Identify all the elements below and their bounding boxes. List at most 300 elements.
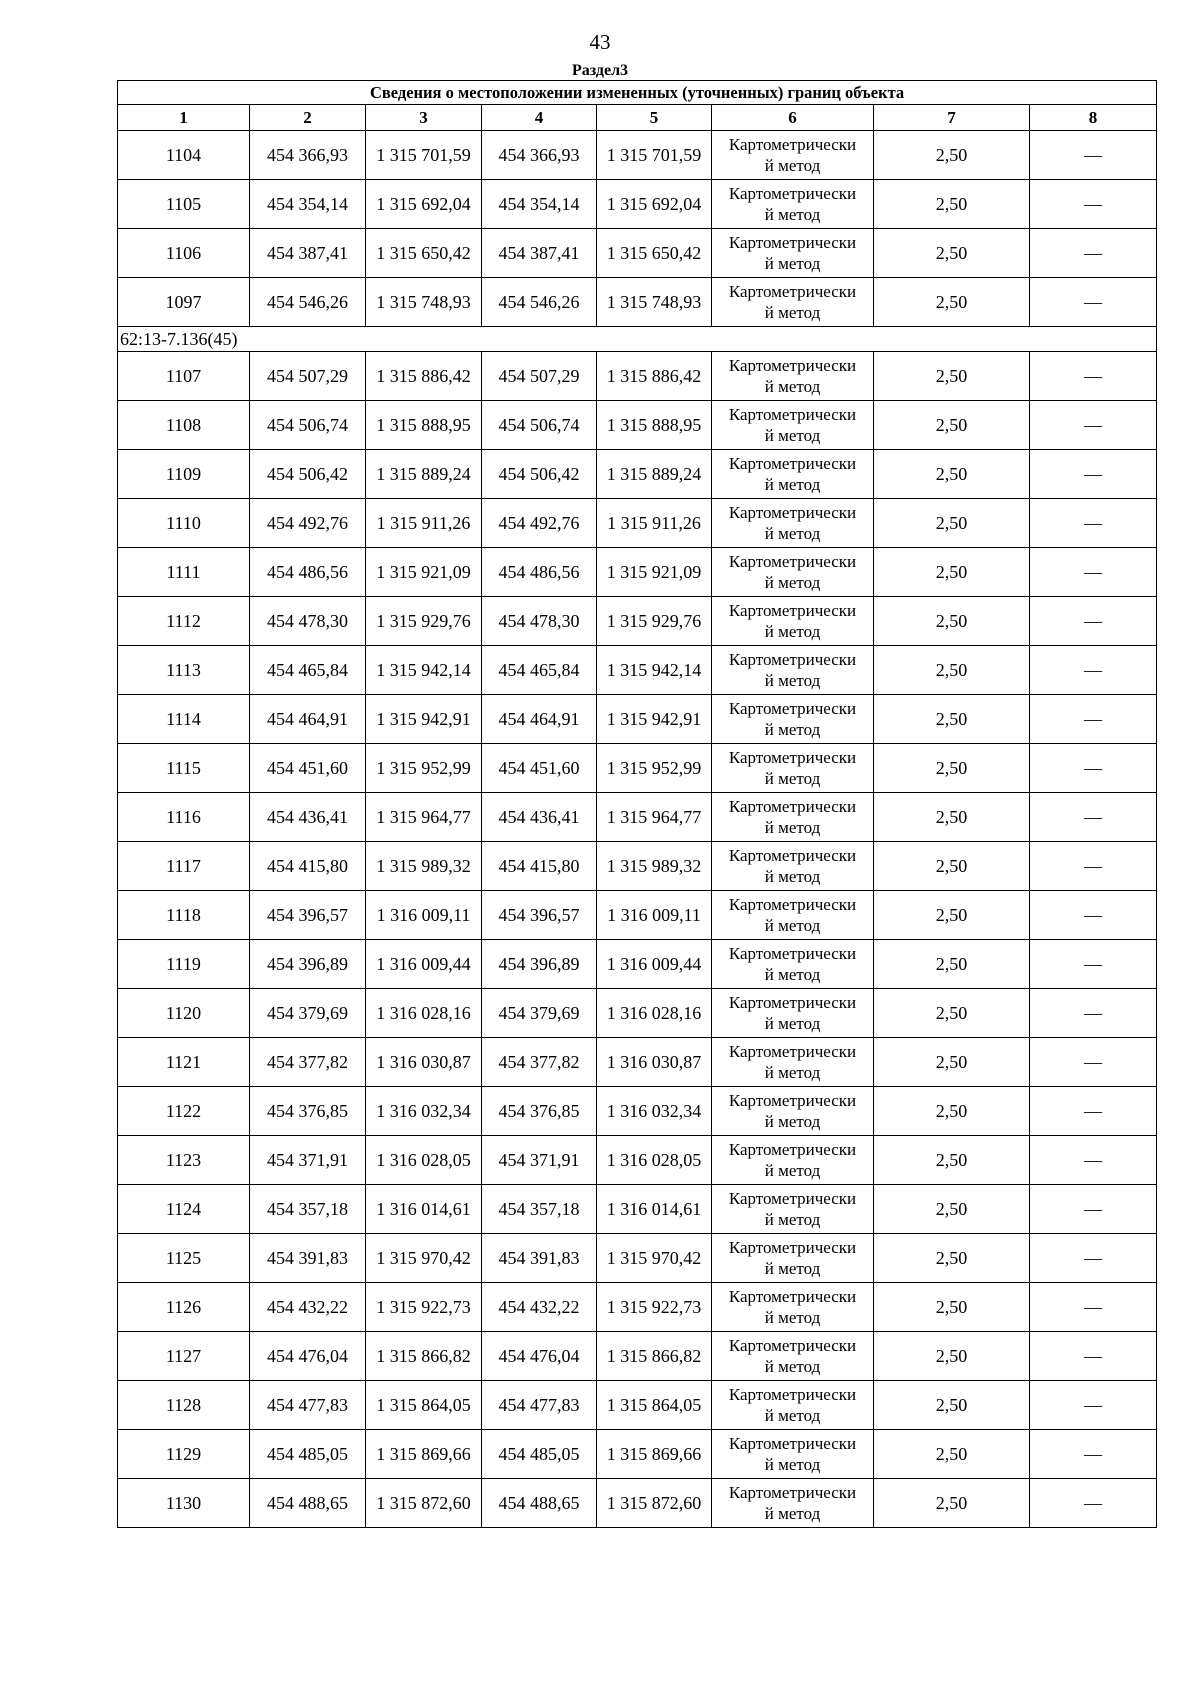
point-number-cell: 1113 xyxy=(118,646,250,695)
accuracy-cell: 2,50 xyxy=(874,842,1030,891)
y-new-cell: 1 315 869,66 xyxy=(597,1430,712,1479)
y-new-cell: 1 315 701,59 xyxy=(597,131,712,180)
accuracy-cell: 2,50 xyxy=(874,891,1030,940)
point-number-cell: 1109 xyxy=(118,450,250,499)
description-cell: — xyxy=(1030,180,1157,229)
y-old-cell: 1 315 964,77 xyxy=(366,793,482,842)
point-number-cell: 1110 xyxy=(118,499,250,548)
method-text-line: Картометрически xyxy=(728,552,857,571)
method-text-line: Картометрически xyxy=(728,944,857,963)
y-new-cell: 1 315 748,93 xyxy=(597,278,712,327)
description-cell: — xyxy=(1030,1087,1157,1136)
method-cell xyxy=(712,1479,874,1528)
y-new-cell: 1 315 952,99 xyxy=(597,744,712,793)
point-number-cell: 1097 xyxy=(118,278,250,327)
table-row xyxy=(118,548,1157,597)
table-header-row xyxy=(118,105,1157,131)
point-number-cell: 1125 xyxy=(118,1234,250,1283)
point-number-cell: 1111 xyxy=(118,548,250,597)
y-new-cell: 1 315 964,77 xyxy=(597,793,712,842)
x-new-cell: 454 396,57 xyxy=(482,891,597,940)
x-new-cell: 454 507,29 xyxy=(482,352,597,401)
description-cell: — xyxy=(1030,1185,1157,1234)
description-cell: — xyxy=(1030,695,1157,744)
accuracy-cell: 2,50 xyxy=(874,1479,1030,1528)
x-new-cell: 454 485,05 xyxy=(482,1430,597,1479)
y-old-cell: 1 315 872,60 xyxy=(366,1479,482,1528)
method-cell xyxy=(712,1136,874,1185)
method-text-line: й метод xyxy=(764,1063,821,1082)
table-row xyxy=(118,1038,1157,1087)
point-number-cell: 1117 xyxy=(118,842,250,891)
y-old-cell: 1 316 014,61 xyxy=(366,1185,482,1234)
point-number-cell: 1119 xyxy=(118,940,250,989)
y-new-cell: 1 315 889,24 xyxy=(597,450,712,499)
method-cell xyxy=(712,1332,874,1381)
column-header: 3 xyxy=(366,105,482,131)
method-text-line: й метод xyxy=(764,818,821,837)
table-row xyxy=(118,1479,1157,1528)
accuracy-cell: 2,50 xyxy=(874,401,1030,450)
method-cell xyxy=(712,793,874,842)
table-row xyxy=(118,180,1157,229)
x-new-cell: 454 377,82 xyxy=(482,1038,597,1087)
accuracy-cell: 2,50 xyxy=(874,450,1030,499)
method-cell xyxy=(712,1038,874,1087)
method-text-line: й метод xyxy=(764,205,821,224)
table-body xyxy=(118,131,1157,1528)
description-cell: — xyxy=(1030,1234,1157,1283)
table-row xyxy=(118,793,1157,842)
table-row xyxy=(118,646,1157,695)
method-text-line: й метод xyxy=(764,573,821,592)
y-old-cell: 1 315 989,32 xyxy=(366,842,482,891)
method-cell xyxy=(712,940,874,989)
x-old-cell: 454 476,04 xyxy=(250,1332,366,1381)
method-text-line: Картометрически xyxy=(728,1483,857,1502)
y-old-cell: 1 316 009,11 xyxy=(366,891,482,940)
table-row xyxy=(118,1430,1157,1479)
x-new-cell: 454 391,83 xyxy=(482,1234,597,1283)
point-number-cell: 1126 xyxy=(118,1283,250,1332)
description-cell: — xyxy=(1030,1038,1157,1087)
y-new-cell: 1 315 872,60 xyxy=(597,1479,712,1528)
method-text-line: Картометрически xyxy=(728,1287,857,1306)
method-cell xyxy=(712,1381,874,1430)
x-new-cell: 454 357,18 xyxy=(482,1185,597,1234)
method-text-line: Картометрически xyxy=(728,1336,857,1355)
x-old-cell: 454 477,83 xyxy=(250,1381,366,1430)
table-caption-row xyxy=(118,81,1157,105)
x-new-cell: 454 488,65 xyxy=(482,1479,597,1528)
method-text-line: Картометрически xyxy=(728,993,857,1012)
y-old-cell: 1 315 952,99 xyxy=(366,744,482,793)
x-new-cell: 454 371,91 xyxy=(482,1136,597,1185)
point-number-cell: 1116 xyxy=(118,793,250,842)
point-number-cell: 1104 xyxy=(118,131,250,180)
accuracy-cell: 2,50 xyxy=(874,940,1030,989)
method-text-line: Картометрически xyxy=(728,184,857,203)
y-old-cell: 1 316 009,44 xyxy=(366,940,482,989)
y-new-cell: 1 315 650,42 xyxy=(597,229,712,278)
method-cell xyxy=(712,229,874,278)
point-number-cell: 1115 xyxy=(118,744,250,793)
method-text-line: Картометрически xyxy=(728,699,857,718)
x-old-cell: 454 432,22 xyxy=(250,1283,366,1332)
method-text-line: Картометрически xyxy=(728,135,857,154)
method-text-line: Картометрически xyxy=(728,1140,857,1159)
accuracy-cell: 2,50 xyxy=(874,499,1030,548)
description-cell: — xyxy=(1030,1381,1157,1430)
y-new-cell: 1 316 009,44 xyxy=(597,940,712,989)
accuracy-cell: 2,50 xyxy=(874,1136,1030,1185)
column-header: 7 xyxy=(874,105,1030,131)
point-number-cell: 1106 xyxy=(118,229,250,278)
y-new-cell: 1 316 028,05 xyxy=(597,1136,712,1185)
y-new-cell: 1 316 014,61 xyxy=(597,1185,712,1234)
x-new-cell: 454 432,22 xyxy=(482,1283,597,1332)
y-new-cell: 1 315 692,04 xyxy=(597,180,712,229)
accuracy-cell: 2,50 xyxy=(874,597,1030,646)
description-cell: — xyxy=(1030,499,1157,548)
y-old-cell: 1 315 970,42 xyxy=(366,1234,482,1283)
description-cell: — xyxy=(1030,1332,1157,1381)
method-text-line: й метод xyxy=(764,303,821,322)
method-text-line: й метод xyxy=(764,1014,821,1033)
x-old-cell: 454 488,65 xyxy=(250,1479,366,1528)
point-number-cell: 1114 xyxy=(118,695,250,744)
table-row xyxy=(118,695,1157,744)
method-text-line: Картометрически xyxy=(728,233,857,252)
x-old-cell: 454 376,85 xyxy=(250,1087,366,1136)
y-old-cell: 1 316 032,34 xyxy=(366,1087,482,1136)
method-text-line: й метод xyxy=(764,1259,821,1278)
x-old-cell: 454 415,80 xyxy=(250,842,366,891)
method-text-line: й метод xyxy=(764,524,821,543)
point-number-cell: 1118 xyxy=(118,891,250,940)
point-number-cell: 1128 xyxy=(118,1381,250,1430)
table-row xyxy=(118,989,1157,1038)
method-cell xyxy=(712,1087,874,1136)
table-row xyxy=(118,1234,1157,1283)
method-text-line: й метод xyxy=(764,1210,821,1229)
accuracy-cell: 2,50 xyxy=(874,548,1030,597)
method-text-line: й метод xyxy=(764,671,821,690)
description-cell: — xyxy=(1030,940,1157,989)
accuracy-cell: 2,50 xyxy=(874,229,1030,278)
method-text-line: й метод xyxy=(764,1357,821,1376)
method-text-line: й метод xyxy=(764,1308,821,1327)
method-cell xyxy=(712,1283,874,1332)
point-number-cell: 1130 xyxy=(118,1479,250,1528)
accuracy-cell: 2,50 xyxy=(874,793,1030,842)
x-old-cell: 454 465,84 xyxy=(250,646,366,695)
x-new-cell: 454 465,84 xyxy=(482,646,597,695)
table-row xyxy=(118,891,1157,940)
x-old-cell: 454 371,91 xyxy=(250,1136,366,1185)
description-cell: — xyxy=(1030,278,1157,327)
method-cell xyxy=(712,499,874,548)
method-text-line: Картометрически xyxy=(728,601,857,620)
x-new-cell: 454 436,41 xyxy=(482,793,597,842)
table-group-row xyxy=(118,327,1157,352)
accuracy-cell: 2,50 xyxy=(874,989,1030,1038)
y-old-cell: 1 315 911,26 xyxy=(366,499,482,548)
point-number-cell: 1122 xyxy=(118,1087,250,1136)
table-row xyxy=(118,1332,1157,1381)
method-text-line: й метод xyxy=(764,622,821,641)
y-new-cell: 1 315 886,42 xyxy=(597,352,712,401)
y-old-cell: 1 315 929,76 xyxy=(366,597,482,646)
method-text-line: Картометрически xyxy=(728,405,857,424)
method-cell xyxy=(712,989,874,1038)
y-new-cell: 1 315 942,91 xyxy=(597,695,712,744)
table-row xyxy=(118,229,1157,278)
method-text-line: Картометрически xyxy=(728,797,857,816)
method-cell xyxy=(712,1430,874,1479)
coordinates-table xyxy=(117,80,1157,1528)
page-number: 43 xyxy=(589,30,611,54)
y-old-cell: 1 315 886,42 xyxy=(366,352,482,401)
x-new-cell: 454 379,69 xyxy=(482,989,597,1038)
accuracy-cell: 2,50 xyxy=(874,1332,1030,1381)
y-new-cell: 1 315 864,05 xyxy=(597,1381,712,1430)
x-old-cell: 454 436,41 xyxy=(250,793,366,842)
description-cell: — xyxy=(1030,793,1157,842)
method-text-line: й метод xyxy=(764,1455,821,1474)
point-number-cell: 1112 xyxy=(118,597,250,646)
method-text-line: й метод xyxy=(764,867,821,886)
method-cell xyxy=(712,1185,874,1234)
description-cell: — xyxy=(1030,352,1157,401)
x-new-cell: 454 451,60 xyxy=(482,744,597,793)
accuracy-cell: 2,50 xyxy=(874,1283,1030,1332)
method-cell xyxy=(712,597,874,646)
method-cell xyxy=(712,131,874,180)
x-new-cell: 454 354,14 xyxy=(482,180,597,229)
x-new-cell: 454 546,26 xyxy=(482,278,597,327)
description-cell: — xyxy=(1030,450,1157,499)
x-old-cell: 454 396,89 xyxy=(250,940,366,989)
description-cell: — xyxy=(1030,891,1157,940)
table-row xyxy=(118,1136,1157,1185)
method-text-line: Картометрически xyxy=(728,503,857,522)
y-new-cell: 1 315 888,95 xyxy=(597,401,712,450)
x-old-cell: 454 357,18 xyxy=(250,1185,366,1234)
y-old-cell: 1 315 888,95 xyxy=(366,401,482,450)
method-text-line: й метод xyxy=(764,916,821,935)
method-text-line: й метод xyxy=(764,377,821,396)
y-old-cell: 1 315 866,82 xyxy=(366,1332,482,1381)
x-old-cell: 454 485,05 xyxy=(250,1430,366,1479)
method-text-line: Картометрически xyxy=(728,895,857,914)
x-new-cell: 454 506,74 xyxy=(482,401,597,450)
x-new-cell: 454 478,30 xyxy=(482,597,597,646)
x-old-cell: 454 464,91 xyxy=(250,695,366,744)
y-old-cell: 1 316 028,05 xyxy=(366,1136,482,1185)
y-new-cell: 1 315 921,09 xyxy=(597,548,712,597)
point-number-cell: 1105 xyxy=(118,180,250,229)
accuracy-cell: 2,50 xyxy=(874,278,1030,327)
x-old-cell: 454 506,74 xyxy=(250,401,366,450)
point-number-cell: 1129 xyxy=(118,1430,250,1479)
y-old-cell: 1 315 869,66 xyxy=(366,1430,482,1479)
x-old-cell: 454 387,41 xyxy=(250,229,366,278)
x-old-cell: 454 486,56 xyxy=(250,548,366,597)
x-new-cell: 454 477,83 xyxy=(482,1381,597,1430)
method-text-line: Картометрически xyxy=(728,1434,857,1453)
table-row xyxy=(118,450,1157,499)
y-new-cell: 1 316 009,11 xyxy=(597,891,712,940)
y-old-cell: 1 315 748,93 xyxy=(366,278,482,327)
description-cell: — xyxy=(1030,548,1157,597)
method-text-line: й метод xyxy=(764,1112,821,1131)
y-new-cell: 1 315 929,76 xyxy=(597,597,712,646)
x-old-cell: 454 366,93 xyxy=(250,131,366,180)
x-new-cell: 454 376,85 xyxy=(482,1087,597,1136)
x-old-cell: 454 396,57 xyxy=(250,891,366,940)
description-cell: — xyxy=(1030,989,1157,1038)
accuracy-cell: 2,50 xyxy=(874,352,1030,401)
method-text-line: й метод xyxy=(764,965,821,984)
point-number-cell: 1108 xyxy=(118,401,250,450)
column-header: 5 xyxy=(597,105,712,131)
y-old-cell: 1 315 922,73 xyxy=(366,1283,482,1332)
y-old-cell: 1 315 650,42 xyxy=(366,229,482,278)
point-number-cell: 1123 xyxy=(118,1136,250,1185)
method-text-line: Картометрически xyxy=(728,1189,857,1208)
description-cell: — xyxy=(1030,744,1157,793)
method-text-line: Картометрически xyxy=(728,1091,857,1110)
y-new-cell: 1 315 922,73 xyxy=(597,1283,712,1332)
method-cell xyxy=(712,1234,874,1283)
y-old-cell: 1 315 864,05 xyxy=(366,1381,482,1430)
table-row xyxy=(118,278,1157,327)
method-cell xyxy=(712,646,874,695)
method-cell xyxy=(712,278,874,327)
y-old-cell: 1 315 889,24 xyxy=(366,450,482,499)
table-row xyxy=(118,597,1157,646)
method-text-line: й метод xyxy=(764,426,821,445)
method-text-line: Картометрически xyxy=(728,1238,857,1257)
y-new-cell: 1 316 032,34 xyxy=(597,1087,712,1136)
x-old-cell: 454 506,42 xyxy=(250,450,366,499)
y-new-cell: 1 316 030,87 xyxy=(597,1038,712,1087)
method-text-line: Картометрически xyxy=(728,454,857,473)
method-text-line: Картометрически xyxy=(728,1385,857,1404)
accuracy-cell: 2,50 xyxy=(874,180,1030,229)
description-cell: — xyxy=(1030,842,1157,891)
y-old-cell: 1 315 942,91 xyxy=(366,695,482,744)
y-old-cell: 1 315 692,04 xyxy=(366,180,482,229)
method-cell xyxy=(712,842,874,891)
accuracy-cell: 2,50 xyxy=(874,1038,1030,1087)
x-new-cell: 454 486,56 xyxy=(482,548,597,597)
x-new-cell: 454 387,41 xyxy=(482,229,597,278)
table-row xyxy=(118,131,1157,180)
accuracy-cell: 2,50 xyxy=(874,1381,1030,1430)
method-text-line: й метод xyxy=(764,1406,821,1425)
x-old-cell: 454 451,60 xyxy=(250,744,366,793)
section-label: Раздел3 xyxy=(571,62,629,79)
point-number-cell: 1127 xyxy=(118,1332,250,1381)
table-row xyxy=(118,1381,1157,1430)
accuracy-cell: 2,50 xyxy=(874,744,1030,793)
method-cell xyxy=(712,450,874,499)
method-cell xyxy=(712,180,874,229)
description-cell: — xyxy=(1030,229,1157,278)
method-text-line: й метод xyxy=(764,156,821,175)
method-text-line: й метод xyxy=(764,720,821,739)
method-text-line: Картометрически xyxy=(728,650,857,669)
x-old-cell: 454 391,83 xyxy=(250,1234,366,1283)
accuracy-cell: 2,50 xyxy=(874,1185,1030,1234)
method-text-line: й метод xyxy=(764,475,821,494)
point-number-cell: 1121 xyxy=(118,1038,250,1087)
column-header: 1 xyxy=(118,105,250,131)
table-row xyxy=(118,352,1157,401)
x-old-cell: 454 492,76 xyxy=(250,499,366,548)
x-old-cell: 454 546,26 xyxy=(250,278,366,327)
method-cell xyxy=(712,401,874,450)
accuracy-cell: 2,50 xyxy=(874,1234,1030,1283)
description-cell: — xyxy=(1030,1136,1157,1185)
table-row xyxy=(118,744,1157,793)
column-header: 6 xyxy=(712,105,874,131)
x-new-cell: 454 464,91 xyxy=(482,695,597,744)
method-text-line: Картометрически xyxy=(728,282,857,301)
table-row xyxy=(118,1185,1157,1234)
group-label: 62:13-7.136(45) xyxy=(118,327,1157,352)
accuracy-cell: 2,50 xyxy=(874,1430,1030,1479)
description-cell: — xyxy=(1030,1283,1157,1332)
method-text-line: Картометрически xyxy=(728,748,857,767)
x-new-cell: 454 396,89 xyxy=(482,940,597,989)
method-text-line: й метод xyxy=(764,1504,821,1523)
method-text-line: й метод xyxy=(764,769,821,788)
x-new-cell: 454 366,93 xyxy=(482,131,597,180)
table-row xyxy=(118,499,1157,548)
point-number-cell: 1107 xyxy=(118,352,250,401)
y-old-cell: 1 315 942,14 xyxy=(366,646,482,695)
x-old-cell: 454 379,69 xyxy=(250,989,366,1038)
column-header: 8 xyxy=(1030,105,1157,131)
description-cell: — xyxy=(1030,646,1157,695)
method-text-line: й метод xyxy=(764,254,821,273)
x-old-cell: 454 377,82 xyxy=(250,1038,366,1087)
y-new-cell: 1 315 970,42 xyxy=(597,1234,712,1283)
accuracy-cell: 2,50 xyxy=(874,695,1030,744)
description-cell: — xyxy=(1030,597,1157,646)
y-old-cell: 1 316 028,16 xyxy=(366,989,482,1038)
method-cell xyxy=(712,548,874,597)
table-caption: Сведения о местоположении измененных (уточненных) границ объекта xyxy=(118,81,1157,105)
x-old-cell: 454 507,29 xyxy=(250,352,366,401)
method-cell xyxy=(712,891,874,940)
table-row xyxy=(118,940,1157,989)
x-new-cell: 454 415,80 xyxy=(482,842,597,891)
column-header: 2 xyxy=(250,105,366,131)
description-cell: — xyxy=(1030,401,1157,450)
description-cell: — xyxy=(1030,1479,1157,1528)
accuracy-cell: 2,50 xyxy=(874,131,1030,180)
x-new-cell: 454 476,04 xyxy=(482,1332,597,1381)
y-new-cell: 1 315 911,26 xyxy=(597,499,712,548)
method-text-line: Картометрически xyxy=(728,356,857,375)
accuracy-cell: 2,50 xyxy=(874,646,1030,695)
method-cell xyxy=(712,744,874,793)
method-text-line: Картометрически xyxy=(728,846,857,865)
